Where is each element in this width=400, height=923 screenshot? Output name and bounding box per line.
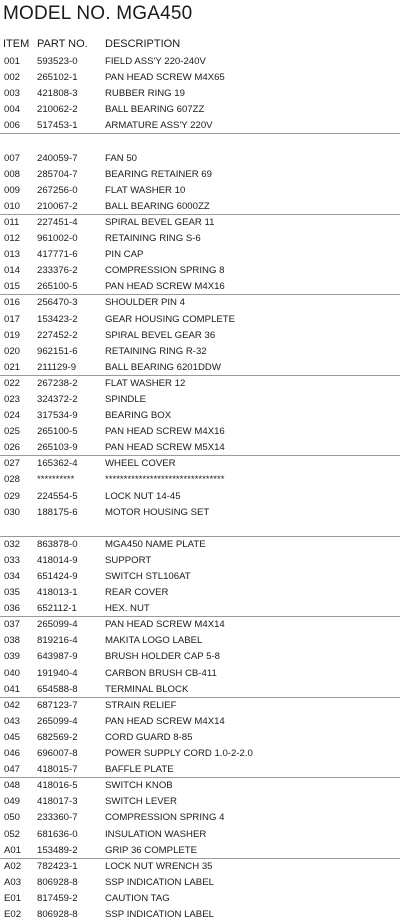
part-number: 267238-2 [37,377,78,389]
table-row [0,54,400,70]
part-number: 517453-1 [37,120,78,132]
table-row [0,810,400,826]
item-number: 033 [4,554,21,566]
item-number: 036 [4,603,21,615]
description: FLAT WASHER 12 [105,377,186,389]
description: PAN HEAD SCREW M4X16 [105,426,225,438]
item-number: 038 [4,635,21,647]
item-number: 030 [4,506,21,518]
item-number: 039 [4,651,21,663]
table-row [0,360,400,376]
part-number: 682569-2 [37,731,78,743]
part-number: 153489-2 [37,844,78,856]
part-number: 224554-5 [37,490,78,502]
description: COMPRESSION SPRING 8 [105,265,225,277]
description: SHOULDER PIN 4 [105,297,185,309]
item-number: 026 [4,442,21,454]
item-number: 019 [4,329,21,341]
part-number: ********** [37,474,75,486]
table-row [0,859,400,875]
description: LOCK NUT WRENCH 35 [105,860,213,872]
description: SPIRAL BEVEL GEAR 11 [105,216,215,228]
part-number: 265099-4 [37,715,78,727]
item-number: A02 [4,860,22,872]
description: MGA450 NAME PLATE [105,538,206,550]
part-number: 265102-1 [37,72,78,84]
parts-list [0,54,400,923]
description: BRUSH HOLDER CAP 5-8 [105,651,220,663]
description: BALL BEARING 6000ZZ [105,200,210,212]
description: PAN HEAD SCREW M4X14 [105,715,225,727]
table-row [0,312,400,328]
table-row [0,247,400,263]
description: SUPPORT [105,554,152,566]
table-row [0,633,400,649]
item-number: 015 [4,281,21,293]
item-number: 014 [4,265,21,277]
description: RUBBER RING 19 [105,88,185,100]
description: REAR COVER [105,587,169,599]
description: SPIRAL BEVEL GEAR 36 [105,329,216,341]
description: HEX. NUT [105,603,150,615]
item-number: 046 [4,748,21,760]
part-number: 165362-4 [37,458,78,470]
description: ARMATURE ASS'Y 220V [105,120,213,132]
table-row [0,215,400,231]
part-number: 233360-7 [37,812,78,824]
part-number: 153423-2 [37,313,78,325]
item-number: 025 [4,426,21,438]
part-number: 210067-2 [37,200,78,212]
table-row [0,70,400,86]
description: TERMINAL BLOCK [105,683,189,695]
part-number: 324372-2 [37,393,78,405]
item-number: 028 [4,474,21,486]
table-row [0,714,400,730]
part-number: 687123-7 [37,699,78,711]
item-number: 006 [4,120,21,132]
description: SWITCH STL106AT [105,571,191,582]
item-number: 013 [4,249,21,261]
column-header-part-no: PART NO. [37,38,88,50]
part-number: 418016-5 [37,780,78,792]
table-row [0,843,400,859]
description: POWER SUPPLY CORD 1.0-2-2.0 [105,748,253,760]
model-title: MODEL NO. MGA450 [3,3,193,24]
part-number: 421808-3 [37,88,78,100]
part-number: 654588-8 [37,683,78,695]
description: PIN CAP [105,249,144,261]
item-number: 003 [4,88,21,100]
description: BALL BEARING 607ZZ [105,104,205,116]
table-row [0,585,400,601]
table-header [0,38,400,54]
description: CAUTION TAG [105,892,170,904]
item-number: 040 [4,667,21,679]
description: MOTOR HOUSING SET [105,506,210,518]
table-row [0,86,400,102]
part-number: 593523-0 [37,56,78,67]
part-number: 652112-1 [37,603,77,615]
description: PAN HEAD SCREW M4X16 [105,281,225,293]
part-number: 188175-6 [37,506,78,518]
part-number: 962151-6 [37,345,78,357]
table-row [0,617,400,633]
table-row [0,601,400,617]
item-number: 010 [4,200,21,212]
table-row [0,794,400,810]
part-number: 265099-4 [37,619,78,631]
description: GRIP 36 COMPLETE [105,844,198,856]
description: BAFFLE PLATE [105,764,174,776]
part-number: 782423-1 [37,860,78,872]
item-number: 012 [4,233,21,245]
table-row [0,151,400,167]
description: WHEEL COVER [105,458,176,470]
item-number: 052 [4,828,21,840]
description: STRAIN RELIEF [105,699,177,711]
description: CARBON BRUSH CB-411 [105,667,217,679]
table-row [0,376,400,392]
item-number: 041 [4,683,21,695]
table-row [0,102,400,118]
table-row [0,295,400,311]
description: PAN HEAD SCREW M4X14 [105,619,225,631]
part-number: 417771-6 [37,249,78,261]
description: SSP INDICATION LABEL [105,908,214,920]
item-number: 023 [4,393,21,405]
part-number: 819216-4 [37,635,78,647]
table-row [0,505,400,521]
item-number: 043 [4,715,21,727]
table-row [0,199,400,215]
part-number: 418015-7 [37,764,78,776]
part-number: 267256-0 [37,184,78,196]
description: BALL BEARING 6201DDW [105,361,221,373]
item-number: 001 [4,56,21,67]
item-number: 047 [4,764,21,776]
item-number: 027 [4,458,21,470]
description: BEARING RETAINER 69 [105,168,212,180]
item-number: 002 [4,72,21,84]
item-number: 017 [4,313,21,325]
table-row [0,907,400,923]
item-number: 029 [4,490,21,502]
item-number: 032 [4,538,21,550]
description: COMPRESSION SPRING 4 [105,812,225,824]
description: GEAR HOUSING COMPLETE [105,313,236,325]
column-header-description: DESCRIPTION [105,38,181,50]
description: BEARING BOX [105,410,172,422]
item-number: 045 [4,731,21,743]
table-row [0,875,400,891]
table-row [0,472,400,488]
table-row [0,649,400,665]
description: SPINDLE [105,393,147,405]
table-row [0,231,400,247]
table-row [0,440,400,456]
blank-row [0,521,400,537]
part-number: 806928-8 [37,908,78,920]
item-number: A01 [4,844,22,856]
part-number: 240059-7 [37,152,78,164]
description: PAN HEAD SCREW M5X14 [105,442,225,454]
item-number: A03 [4,876,22,888]
table-row [0,456,400,472]
table-row [0,279,400,295]
part-number: 227452-2 [37,329,78,341]
description: LOCK NUT 14-45 [105,490,181,502]
part-number: 651424-9 [37,571,78,582]
part-number: 191940-4 [37,667,78,679]
description: FIELD ASS'Y 220-240V [105,56,206,67]
description: PAN HEAD SCREW M4X65 [105,72,225,84]
part-number: 681636-0 [37,828,78,840]
item-number: 024 [4,410,21,422]
part-number: 265100-5 [37,281,78,293]
table-row [0,553,400,569]
table-row [0,537,400,553]
part-number: 961002-0 [37,233,78,245]
part-number: 418017-3 [37,796,78,808]
description: SWITCH LEVER [105,796,177,808]
item-number: 022 [4,377,21,389]
item-number: 007 [4,152,21,164]
item-number: 008 [4,168,21,180]
table-row [0,328,400,344]
item-number: 004 [4,104,21,116]
part-number: 418013-1 [37,587,78,599]
item-number: 020 [4,345,21,357]
table-row [0,682,400,698]
description: FAN 50 [105,152,137,164]
table-row [0,730,400,746]
description: INSULATION WASHER [105,828,207,840]
table-row [0,118,400,134]
item-number: 011 [4,216,20,228]
description: RETAINING RING S-6 [105,233,201,245]
part-number: 696007-8 [37,748,78,760]
table-row [0,263,400,279]
table-row [0,344,400,360]
table-row [0,698,400,714]
table-row [0,762,400,778]
description: SSP INDICATION LABEL [105,876,214,888]
item-number: 050 [4,812,21,824]
table-row [0,167,400,183]
part-number: 227451-4 [37,216,78,228]
column-header-item: ITEM [3,38,30,50]
table-row [0,392,400,408]
description: FLAT WASHER 10 [105,184,186,196]
part-number: 418014-9 [37,554,78,566]
table-row [0,827,400,843]
item-number: 016 [4,297,21,309]
part-number: 817459-2 [37,892,78,904]
item-number: E02 [4,908,22,920]
item-number: 037 [4,619,21,631]
part-number: 317534-9 [37,410,78,422]
item-number: 009 [4,184,21,196]
part-number: 265100-5 [37,426,78,438]
table-row [0,666,400,682]
description: MAKITA LOGO LABEL [105,635,203,647]
part-number: 285704-7 [37,168,78,180]
description: RETAINING RING R-32 [105,345,207,357]
description: CORD GUARD 8-85 [105,731,193,743]
item-number: 034 [4,571,21,582]
part-number: 806928-8 [37,876,78,888]
part-number: 256470-3 [37,297,78,309]
item-number: E01 [4,892,22,904]
part-number: 210062-2 [37,104,78,116]
table-row [0,408,400,424]
part-number: 643987-9 [37,651,78,663]
item-number: 048 [4,780,21,792]
table-row [0,778,400,794]
item-number: 035 [4,587,21,599]
table-row [0,183,400,199]
item-number: 021 [4,361,21,373]
description: ******************************** [105,474,225,486]
table-row [0,891,400,907]
table-row [0,569,400,585]
part-number: 863878-0 [37,538,78,550]
description: SWITCH KNOB [105,780,173,792]
part-number: 265103-9 [37,442,78,454]
part-number: 233376-2 [37,265,78,277]
blank-row [0,134,400,150]
table-row [0,489,400,505]
table-row [0,424,400,440]
table-row [0,746,400,762]
part-number: 211129-9 [37,361,77,373]
item-number: 042 [4,699,21,711]
item-number: 049 [4,796,21,808]
